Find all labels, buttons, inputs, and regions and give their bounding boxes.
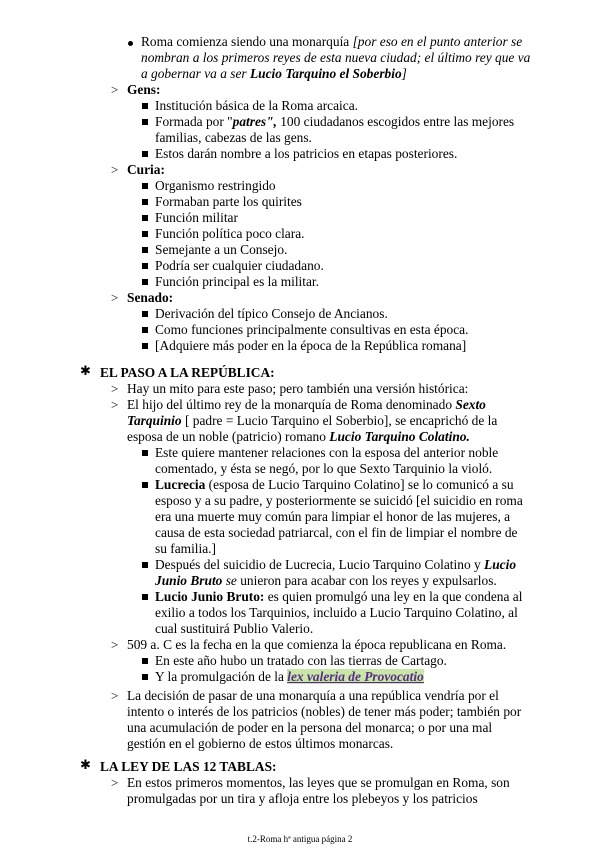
senado-heading: Senado: xyxy=(127,290,174,305)
republica-text-cont: gestión en el gobierno de estos últimos monarcas. xyxy=(127,736,394,751)
republica-text: Tarquinio [ padre = Lucio Tarquino el Soberbio], se encaprichó de la xyxy=(127,413,498,428)
square-bullet-icon xyxy=(142,343,148,349)
square-bullet-icon xyxy=(142,103,148,109)
gens-item: Formada por "patres", 100 ciudadanos escogidos entre las mejores xyxy=(155,114,515,129)
square-bullet-icon xyxy=(142,450,148,456)
intro-italic: a gobernar va a ser xyxy=(141,66,250,81)
republica-subitem-cont: causa de esta sociedad patriarcal, con el fin de limpiar el nombre de xyxy=(155,525,518,540)
republica-subitem-cont: exilio a todos los Tarquinios, incluido a Lucio Tarquino Colatino, al xyxy=(155,605,518,620)
square-bullet-icon xyxy=(142,183,148,189)
republica-text-cont: una acumulación de poder en la persona del monarca; o por una mal xyxy=(127,720,493,735)
republica-subitem-cont: su familia.] xyxy=(155,541,216,556)
gens-item-cont: familias, cabezas de las gens. xyxy=(155,130,312,145)
intro-bold: Lucio Tarquino el Soberbio xyxy=(249,66,402,81)
chevron-icon: > xyxy=(111,397,119,412)
square-bullet-icon xyxy=(142,482,148,488)
republica-text: 509 a. C es la fecha en la que comienza la época republicana en Roma. xyxy=(127,637,507,652)
intro-line-1 xyxy=(141,34,522,50)
republica-subitem: Después del suicidio de Lucrecia, Lucio Tarquino Colatino y Lucio xyxy=(155,557,517,572)
flower-bullet-icon: ✱ xyxy=(80,364,91,379)
square-bullet-icon xyxy=(142,263,148,269)
republica-subitem: Este quiere mantener relaciones con la esposa del anterior noble xyxy=(155,445,499,460)
intro-italic: [por eso en el punto anterior se xyxy=(352,34,523,49)
curia-item: Función principal es la militar. xyxy=(155,274,320,289)
square-bullet-icon xyxy=(142,247,148,253)
square-bullet-icon xyxy=(142,199,148,205)
chevron-icon: > xyxy=(111,162,119,177)
republica-subitem: Lucio Junio Bruto: es quien promulgó una ley en la que condena al xyxy=(155,589,523,604)
square-bullet-icon xyxy=(142,151,148,157)
senado-item: [Adquiere más poder en la época de la República romana] xyxy=(155,338,467,353)
page-footer: t.2-Roma hª antigua página 2 xyxy=(247,834,353,844)
chevron-icon: > xyxy=(111,775,119,790)
bullet-dot xyxy=(128,41,133,46)
republica-text: esposa de un noble (patricio) romano Lucio Tarquino Colatino. xyxy=(127,429,470,444)
intro-line-2 xyxy=(141,50,530,66)
chevron-icon: > xyxy=(111,82,119,97)
gens-heading: Gens: xyxy=(127,82,161,97)
curia-heading: Curia: xyxy=(127,162,165,177)
lex-valeria-link[interactable]: lex valeria de Provocatio xyxy=(287,669,424,684)
curia-item: Organismo restringido xyxy=(155,178,276,193)
tablas-text-cont: promulgadas por un tira y afloja entre los plebeyos y los patricios xyxy=(127,791,478,806)
curia-item: Formaban parte los quirites xyxy=(155,194,302,209)
republica-subitem: Y la promulgación de la lex valeria de Provocatio xyxy=(155,669,424,684)
flower-bullet-icon: ✱ xyxy=(80,758,91,773)
square-bullet-icon xyxy=(142,215,148,221)
intro-line-3 xyxy=(141,66,407,82)
republica-subitem: En este año hubo un tratado con las tierras de Cartago. xyxy=(155,653,447,668)
square-bullet-icon xyxy=(142,231,148,237)
republica-subitem-cont: comentado, y ésta se negó, por lo que Sexto Tarquinio la violó. xyxy=(155,461,493,476)
republica-text: Hay un mito para este paso; pero también una versión histórica: xyxy=(127,381,469,396)
republica-subitem-cont: cual sustituirá Publio Valerio. xyxy=(155,621,314,636)
chevron-icon: > xyxy=(111,381,119,396)
square-bullet-icon xyxy=(142,279,148,285)
republica-subitem-cont: era una muerte muy común para limpiar el honor de las mujeres, a xyxy=(155,509,511,524)
square-bullet-icon xyxy=(142,594,148,600)
republica-heading: EL PASO A LA REPÚBLICA: xyxy=(100,365,275,380)
intro-text: Roma comienza siendo una monarquía xyxy=(141,34,353,49)
square-bullet-icon xyxy=(142,562,148,568)
republica-subitem-cont: esposo y a su padre, y posteriormente se suicidó [el suicidio en roma xyxy=(155,493,523,508)
square-bullet-icon xyxy=(142,311,148,317)
senado-item: Derivación del típico Consejo de Ancianos. xyxy=(155,306,388,321)
republica-subitem-cont: Junio Bruto se unieron para acabar con los reyes y expulsarlos. xyxy=(155,573,497,588)
gens-item: Estos darán nombre a los patricios en etapas posteriores. xyxy=(155,146,458,161)
chevron-icon: > xyxy=(111,637,119,652)
republica-subitem: Lucrecia (esposa de Lucio Tarquino Colatino] se lo comunicó a su xyxy=(155,477,514,492)
square-bullet-icon xyxy=(142,674,148,680)
republica-text: El hijo del último rey de la monarquía de Roma denominado Sexto xyxy=(127,397,486,412)
square-bullet-icon xyxy=(142,658,148,664)
tablas-text: En estos primeros momentos, las leyes que se promulgan en Roma, son xyxy=(127,775,510,790)
curia-item: Función militar xyxy=(155,210,238,225)
intro-italic: nombran a los primeros reyes de esta nueva ciudad; el último rey que va xyxy=(141,50,531,65)
curia-item: Semejante a un Consejo. xyxy=(155,242,288,257)
gens-item: Institución básica de la Roma arcaica. xyxy=(155,98,359,113)
tablas-heading: LA LEY DE LAS 12 TABLAS: xyxy=(100,759,277,774)
chevron-icon: > xyxy=(111,290,119,305)
curia-item: Podría ser cualquier ciudadano. xyxy=(155,258,324,273)
curia-item: Función política poco clara. xyxy=(155,226,305,241)
republica-text-cont: intento o interés de los patricios (nobles) de tener más poder; también por xyxy=(127,704,522,719)
republica-text: La decisión de pasar de una monarquía a una república vendría por el xyxy=(127,688,499,703)
square-bullet-icon xyxy=(142,119,148,125)
chevron-icon: > xyxy=(111,688,119,703)
senado-item: Como funciones principalmente consultivas en esta época. xyxy=(155,322,469,337)
square-bullet-icon xyxy=(142,327,148,333)
intro-end: ] xyxy=(401,66,407,81)
